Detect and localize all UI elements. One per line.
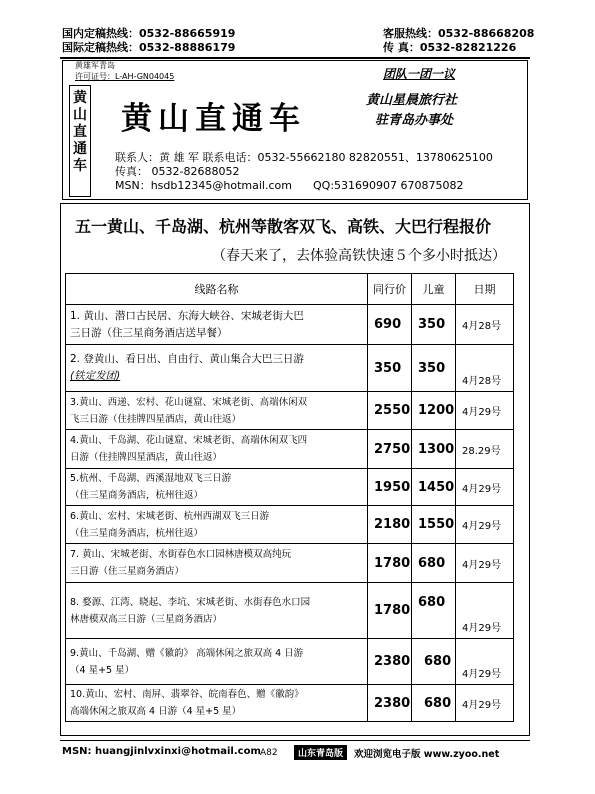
qq-line: QQ:531690907 670875082 (313, 179, 464, 192)
route-date: 4月29号 (456, 685, 514, 722)
contact-line: 联系人：黄 雄 军 联系电话：0532-55662180 82820551、13780625100 (115, 151, 493, 164)
route-child-price: 1550 (412, 506, 456, 544)
table-row (66, 305, 514, 345)
route-price: 2380 (368, 639, 412, 685)
route-name: 6.黄山、宏村、宋城老街、杭州西湖双飞三日游 （住三星商务酒店，杭州往返） (66, 506, 368, 544)
guaranteed-departure: (铁定发团) (70, 370, 121, 382)
route-child-price: 350 (412, 345, 456, 392)
route-price: 2180 (368, 506, 412, 544)
route-child-price: 680 (412, 639, 456, 685)
route-price: 690 (368, 305, 412, 345)
route-name: 1. 黄山、潜口古民居、东海大峡谷、宋城老街大巴 三日游（住三星商务酒店送早餐） (66, 305, 368, 345)
route-date: 28.29号 (456, 430, 514, 469)
route-price: 1780 (368, 544, 412, 583)
route-name: 5.杭州、千岛湖、西溪湿地双飞三日游 （住三星商务酒店，杭州往返） (66, 469, 368, 506)
subhead: （春天来了，去体验高铁快速５个多小时抵达） (212, 248, 506, 264)
route-price: 1780 (368, 583, 412, 639)
table-row (66, 639, 514, 685)
route-name: 4.黄山、千岛湖、花山谜窟、宋城老街、高端休闲双飞四 日游（住挂牌四星酒店，黄山往返） (66, 430, 368, 469)
international-hotline: 国际定稿热线：0532-88886179 (62, 41, 236, 54)
table-row (66, 430, 514, 469)
route-child-price: 1200 (412, 392, 456, 430)
table-row (66, 345, 514, 392)
ad-box (62, 60, 528, 200)
license-number: 许可证号：L-AH-GN04045 (75, 72, 175, 81)
route-child-price: 350 (412, 305, 456, 345)
route-name: 8. 婺源、江湾、晓起、李坑、宋城老街、水街春色水口园 林唐模双高三日游（三星商务酒店） (66, 583, 368, 639)
route-date: 4月29号 (456, 506, 514, 544)
msn-line: MSN：hsdb12345@hotmail.com (115, 179, 292, 192)
route-name: 7. 黄山、宋城老街、水街春色水口园林唐模双高纯玩 三日游（住三星商务酒店） (66, 544, 368, 583)
header-route: 线路名称 (66, 274, 368, 305)
vertical-title-box (69, 85, 91, 197)
table-row (66, 544, 514, 583)
route-date: 4月28号 (456, 305, 514, 345)
route-date: 4月29号 (456, 639, 514, 685)
table-row (66, 583, 514, 639)
route-child-price: 1450 (412, 469, 456, 506)
route-date: 4月29号 (456, 469, 514, 506)
agency-office: 驻青岛办事处 (375, 113, 454, 128)
route-name: 2. 登黄山、看日出、自由行、黄山集合大巴三日游 (铁定发团) (66, 345, 368, 392)
footer-welcome: 欢迎浏览电子版 www.zyoo.net (354, 749, 500, 760)
domestic-hotline: 国内定稿热线：0532-88665919 (62, 27, 236, 40)
ad-title: 黄山直通车 (121, 101, 306, 137)
route-date: 4月29号 (456, 544, 514, 583)
top-divider (60, 57, 530, 59)
footer-msn: MSN: huangjinlvxinxi@hotmail.com (62, 746, 261, 757)
route-child-price: 680 (412, 583, 456, 639)
route-price: 2380 (368, 685, 412, 722)
route-price: 350 (368, 345, 412, 392)
header-child: 儿童 (412, 274, 456, 305)
route-date: 4月29号 (456, 583, 514, 639)
headline: 五一黄山、千岛湖、杭州等散客双飞、高铁、大巴行程报价 (75, 217, 492, 236)
header-date: 日期 (456, 274, 514, 305)
route-price: 2750 (368, 430, 412, 469)
header-price: 同行价 (368, 274, 412, 305)
route-child-price: 680 (412, 685, 456, 722)
table-header-row (66, 274, 514, 305)
table-row (66, 506, 514, 544)
route-child-price: 1300 (412, 430, 456, 469)
route-price: 2550 (368, 392, 412, 430)
route-date: 4月29号 (456, 392, 514, 430)
table-row (66, 392, 514, 430)
route-name: 10.黄山、宏村、南屏、翡翠谷、皖南春色、赠《徽韵》 高端休闲之旅双高 4 日游（4 星+5 星） (66, 685, 368, 722)
edition-stamp: 山东青岛版 (294, 745, 347, 760)
fax-hotline: 传 真：0532-82821226 (383, 41, 517, 54)
table-row (66, 469, 514, 506)
ad-region: 黄雄军青岛 (75, 61, 115, 70)
route-child-price: 680 (412, 544, 456, 583)
route-table (65, 273, 514, 722)
table-row (66, 685, 514, 722)
ad-slogan: 团队一团一议 (383, 67, 456, 81)
route-name: 9.黄山、千岛湖、赠《徽韵》 高端休闲之旅双高 4 日游 （4 星+5 星） (66, 639, 368, 685)
footer-divider (60, 740, 530, 741)
fax-line: 传真： 0532-82688052 (115, 165, 240, 178)
vertical-title: 黄山直通车 (73, 90, 87, 174)
agency-name: 黄山星晨旅行社 (366, 93, 458, 108)
route-name: 3.黄山、西递、宏村、花山谜窟、宋城老街、高端休闲双 飞三日游（住挂牌四星酒店，黄山往返） (66, 392, 368, 430)
service-hotline: 客服热线：0532-88668208 (383, 27, 535, 40)
page-number: A82 (260, 748, 278, 758)
route-date: 4月28号 (456, 345, 514, 392)
route-price: 1950 (368, 469, 412, 506)
